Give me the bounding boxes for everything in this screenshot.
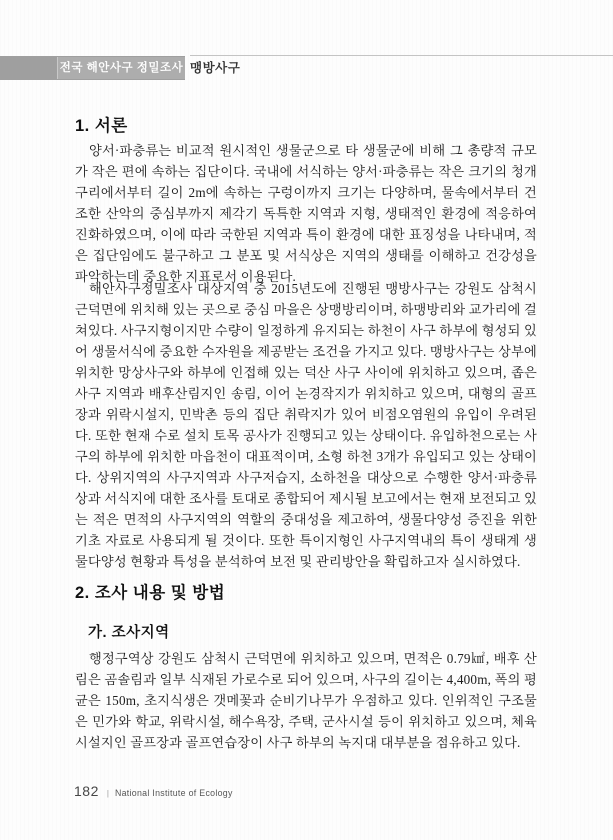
site-name-label: 맹방사구 (190, 61, 241, 75)
page-footer (74, 783, 233, 799)
section-heading-intro: 1. 서론 (75, 117, 128, 135)
report-series-badge: 전국 해안사구 정밀조사 (57, 57, 185, 79)
header-bar (0, 56, 185, 80)
footer-separator: | (106, 789, 109, 798)
intro-paragraph-2: 해안사구정밀조사 대상지역 중 2015년도에 진행된 맹방사구는 강원도 삼척시 근덕면에 위치해 있는 곳으로 중심 마을은 상맹방리이며, 하맹방리와 교가리에 걸쳐있다. 사구지형이지만 수량이 일정하게 유지되는 하천이 사구 하부에 형성되 있어 생물서식에 중요한 수자원을 제공받는 조건을 가지고 있다. 맹방사구는 상부에 위치한 망상사구와 하부에 인접해 있는 덕산 사구 사이에 위치하고 있으며, 좁은 사구 지역과 배후산림지인 송림, 이어 논경작지가 위치하고 있으며, 대형의 골프장과 위락시설지, 민박촌 등의 집단 취락지가 있어 비점오염원의 유입이 우려된다. 또한 현재 수로 설치 토목 공사가 진행되고 있는 상태이다. 유입하천으로는 사구의 하부에 위치한 마읍천이 대표적이며, 소형 하천 3개가 유입되고 있는 상태이다. 상위지역의 사구지역과 사구저습지, 소하천을 대상으로 수행한 양서·파충류상과 서식지에 대한 조사를 토대로 종합되어 제시될 보고에서는 현재 보전되고 있는 적은 면적의 사구지역의 역할의 중대성을 제고하여, 생물다양성 증진을 위한 기초 자료로 사용되게 될 것이다. 또한 특이지형인 사구지역내의 특이 생태계 생물다양성 현황과 특성을 분석하여 보전 및 관리방안을 확립하고자 실시하였다. (75, 281, 537, 569)
survey-area-paragraph: 행정구역상 강원도 삼척시 근덕면에 위치하고 있으며, 면적은 0.79㎢, 배후 산림은 곰솔림과 일부 식재된 가로수로 되어 있으며, 사구의 길이는 4,400m, 폭의 평균은 150m, 초지식생은 갯메꽃과 순비기나무가 우점하고 있다. 인위적인 구조물은 민가와 학교, 위락시설, 해수욕장, 주택, 군사시설 등이 위치하고 있으며, 체육시설지인 골프장과 골프연습장이 사구 하부의 녹지대 대부분을 점유하고 있다. (75, 651, 537, 750)
institute-name: National Institute of Ecology (114, 788, 233, 798)
section-heading-methods: 2. 조사 내용 및 방법 (75, 584, 226, 602)
subsection-heading-survey-area: 가. 조사지역 (88, 625, 170, 641)
page-number: 182 (74, 783, 99, 799)
header-rule (190, 55, 613, 56)
intro-paragraph-1: 양서·파충류는 비교적 원시적인 생물군으로 타 생물군에 비해 그 총량적 규모가 작은 편에 속하는 집단이다. 국내에 서식하는 양서·파충류는 작은 크기의 청개구리에서부터 길이 2m에 속하는 구렁이까지 크기는 다양하며, 물속에서부터 건조한 산악의 중심부까지 제각기 독특한 지역과 지형, 생태적인 환경에 적응하여 진화하였으며, 이에 따라 국한된 지역과 특이 환경에 대한 표징성을 나타내며, 적은 집단임에도 불구하고 그 분포 및 서식상은 지역의 생태를 이해하고 건강성을 파악하는데 중요한 지표로서 이용된다. (75, 143, 537, 284)
